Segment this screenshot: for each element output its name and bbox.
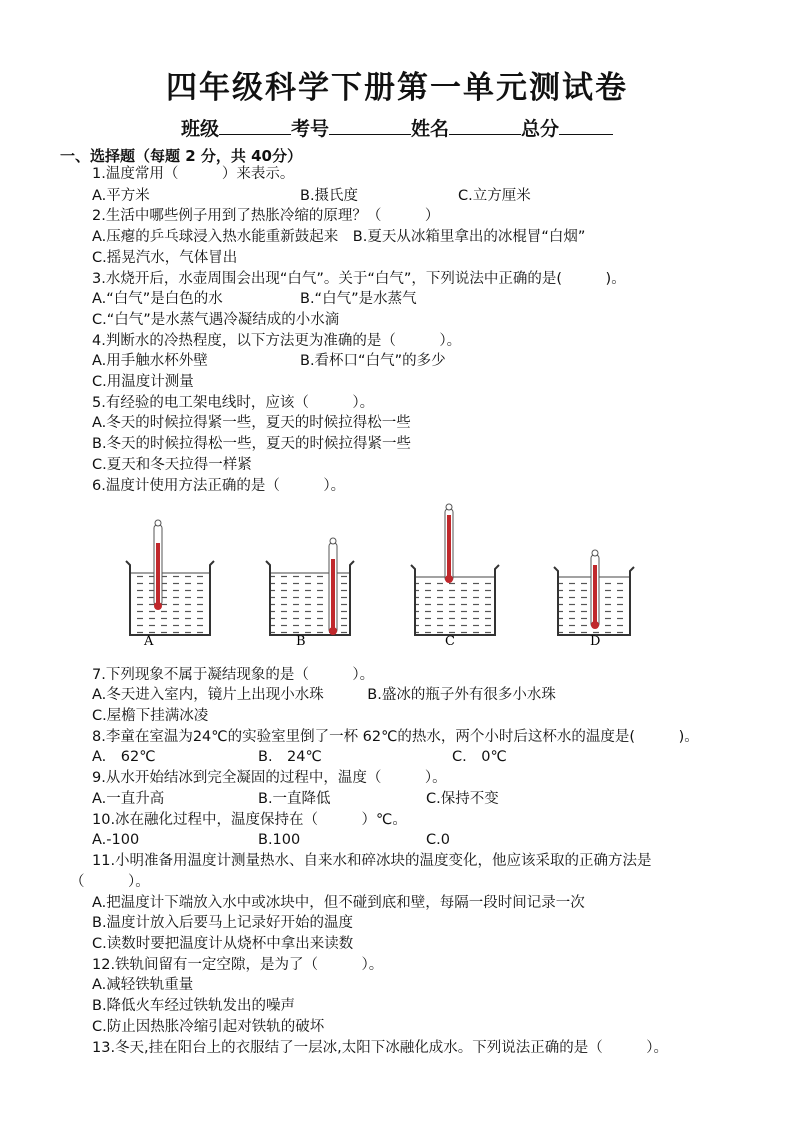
name-label: 姓名 [411, 118, 450, 140]
q11-option-a: A.把温度计下端放入水中或冰块中，但不碰到底和壁，每隔一段时间记录一次 [92, 895, 585, 911]
q5-option-c: C.夏天和冬天拉得一样紧 [92, 457, 252, 473]
q4-stem: 4.判断水的冷热程度，以下方法更为准确的是（ ）。 [92, 333, 462, 349]
q8-option-a: A. 62℃ [92, 749, 156, 765]
thermometer-c [445, 504, 453, 583]
q7-option-c: C.屋檐下挂满冰凌 [92, 708, 209, 724]
q2-stem: 2.生活中哪些例子用到了热胀冷缩的原理？（ ） [92, 208, 440, 224]
q6-stem: 6.温度计使用方法正确的是（ ）。 [92, 478, 346, 494]
q8-stem: 8.李童在室温为24℃的实验室里倒了一杯 62℃的热水，两个小时后这杯水的温度是( )。 [92, 729, 699, 745]
q11-stem: 11.小明准备用温度计测量热水、自来水和碎冰块的温度变化，他应该采取的正确方法是 [92, 853, 652, 869]
q10-stem: 10.冰在融化过程中，温度保持在（ ）℃。 [92, 812, 407, 828]
q5-stem: 5.有经验的电工架电线时，应该（ ）。 [92, 395, 375, 411]
q2-option-c: C.摇晃汽水，气体冒出 [92, 250, 238, 266]
q13-stem: 13.冬天,挂在阳台上的衣服结了一层冰,太阳下冰融化成水。下列说法正确的是（ ）。 [92, 1040, 669, 1056]
page-title: 四年级科学下册第一单元测试卷 [166, 70, 628, 106]
q3-option-b: B.“白气”是水蒸气 [300, 291, 417, 307]
q9-option-a: A.一直升高 [92, 791, 165, 807]
beaker-c [411, 504, 499, 649]
beaker-b [266, 538, 354, 649]
score-blank[interactable] [559, 116, 613, 135]
label-b: B [296, 634, 306, 649]
q12-option-a: A.减轻铁轨重量 [92, 977, 194, 993]
thermometer-d [591, 550, 599, 629]
q11-option-b: B.温度计放入后要马上记录好开始的温度 [92, 915, 354, 931]
q3-option-c: C.“白气”是水蒸气遇冷凝结成的小水滴 [92, 312, 340, 328]
q3-stem: 3.水烧开后，水壶周围会出现“白气”。关于“白气”，下列说法中正确的是( )。 [92, 271, 626, 287]
exam-no-label: 考号 [290, 118, 329, 140]
q9-stem: 9.从水开始结冰到完全凝固的过程中，温度（ ）。 [92, 770, 447, 786]
q8-option-b: B. 24℃ [258, 749, 322, 765]
q12-option-c: C.防止因热胀冷缩引起对铁轨的破坏 [92, 1019, 325, 1035]
q5-option-a: A.冬天的时候拉得紧一些，夏天的时候拉得松一些 [92, 415, 411, 431]
student-info-row [0, 114, 794, 141]
q1-option-c: C.立方厘米 [458, 188, 531, 204]
thermometer-a [154, 520, 162, 610]
q7-stem: 7.下列现象不属于凝结现象的是（ ）。 [92, 667, 375, 683]
label-c: C [445, 634, 455, 649]
q12-stem: 12.铁轨间留有一定空隙，是为了（ ）。 [92, 957, 384, 973]
class-blank[interactable] [219, 116, 291, 135]
q7-option-ab: A.冬天进入室内，镜片上出现小水珠 B.盛冰的瓶子外有很多小水珠 [92, 687, 556, 703]
q9-option-c: C.保持不变 [426, 791, 499, 807]
q1-stem: 1.温度常用（ ）来表示。 [92, 166, 295, 182]
score-label: 总分 [521, 118, 560, 140]
q10-option-a: A.-100 [92, 832, 140, 848]
q1-option-b: B.摄氏度 [300, 188, 359, 204]
q9-option-b: B.一直降低 [258, 791, 331, 807]
q4-option-b: B.看杯口“白气”的多少 [300, 353, 446, 369]
label-d: D [590, 634, 601, 649]
q4-option-a: A.用手触水杯外壁 [92, 353, 208, 369]
q8-option-c: C. 0℃ [452, 749, 507, 765]
section-heading: 一、选择题（每题 2 分，共 40分） [60, 147, 302, 165]
beaker-d [554, 550, 634, 649]
label-a: A [144, 634, 154, 649]
q10-option-c: C.0 [426, 832, 450, 848]
q3-option-a: A.“白气”是白色的水 [92, 291, 223, 307]
q5-option-b: B.冬天的时候拉得松一些，夏天的时候拉得紧一些 [92, 436, 412, 452]
q2-option-ab: A.压瘪的乒乓球浸入热水能重新鼓起来 B.夏天从冰箱里拿出的冰棍冒“白烟” [92, 229, 586, 245]
beaker-a [126, 520, 214, 649]
q10-option-b: B.100 [258, 832, 301, 848]
q1-option-a: A.平方米 [92, 188, 150, 204]
thermometer-figure [100, 503, 662, 653]
class-label: 班级 [180, 118, 219, 140]
exam-no-blank[interactable] [329, 116, 411, 135]
q11-option-c: C.读数时要把温度计从烧杯中拿出来读数 [92, 936, 354, 952]
name-blank[interactable] [449, 116, 521, 135]
thermometer-b [329, 538, 337, 635]
q11-stem-cont: （ ）。 [70, 874, 150, 890]
q12-option-b: B.降低火车经过铁轨发出的噪声 [92, 998, 296, 1014]
q4-option-c: C.用温度计测量 [92, 374, 194, 390]
